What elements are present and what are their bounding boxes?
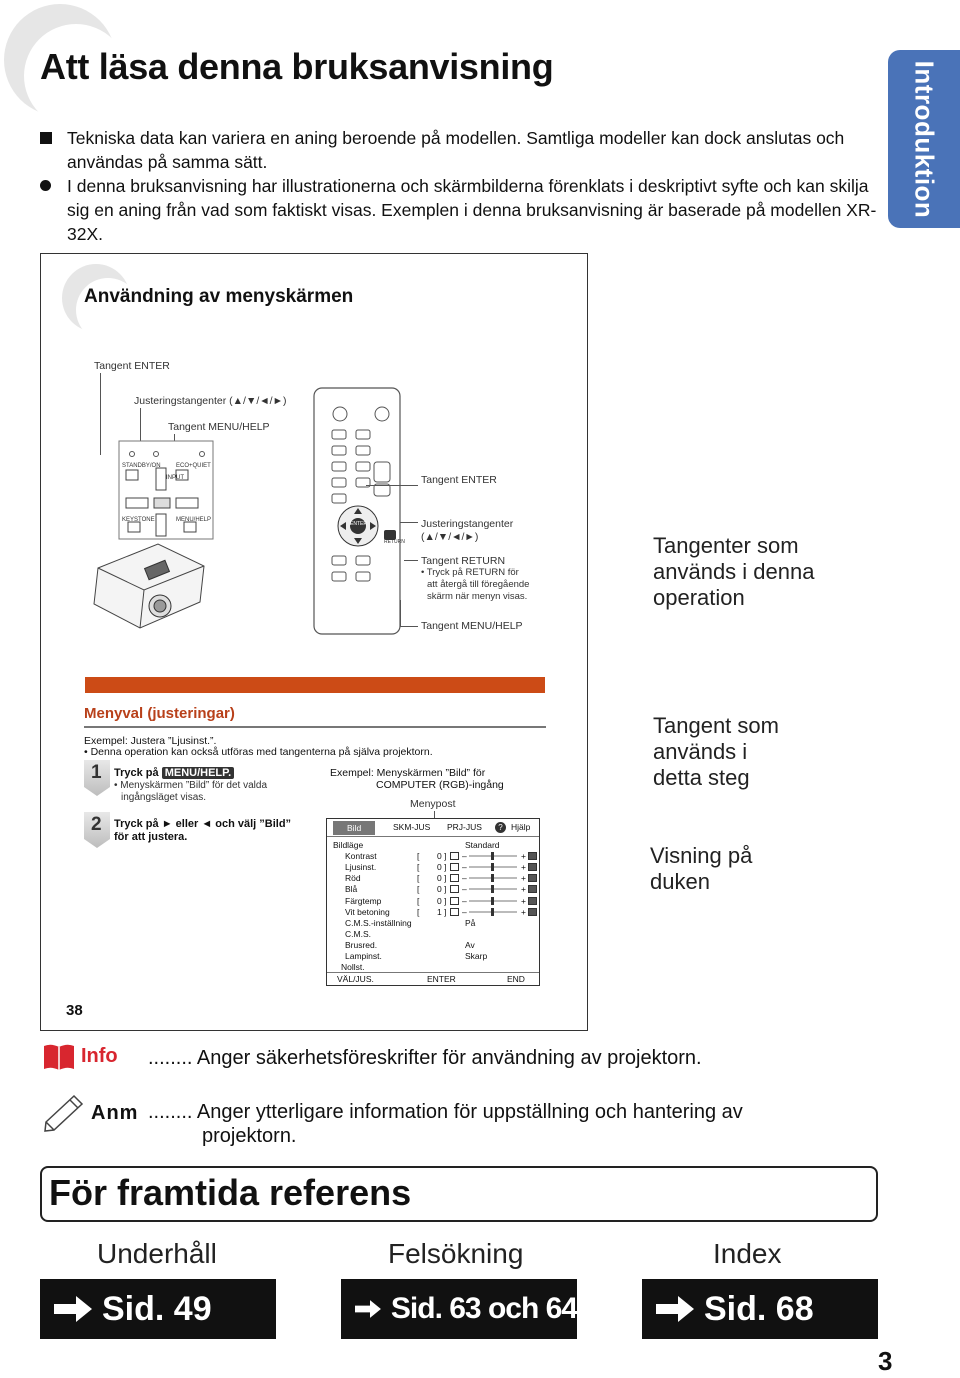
- osd-row-label: Lampinst.: [345, 951, 382, 961]
- osd-row-label: C.M.S.: [345, 928, 371, 939]
- osd-row-label: Vit betoning: [345, 906, 390, 917]
- osd-bracket: ]: [444, 873, 447, 884]
- future-reference-title: För framtida referens: [49, 1172, 412, 1213]
- osd-row-value: På: [465, 917, 476, 928]
- ref-label-index: Index: [713, 1238, 782, 1269]
- projector-control-panel: [118, 440, 214, 540]
- projector-illustration: [88, 532, 208, 632]
- info-book-icon: [42, 1042, 76, 1072]
- panel-label-keystone: KEYSTONE: [122, 517, 155, 523]
- arrow-right-icon: [355, 1296, 381, 1322]
- arrow-right-icon: [656, 1296, 694, 1322]
- osd-slider-knob[interactable]: [491, 863, 494, 871]
- step-number: 1: [91, 762, 102, 783]
- intro-bullets: [40, 126, 885, 246]
- ref-label-felsokning: Felsökning: [388, 1238, 524, 1269]
- osd-menu-row[interactable]: [327, 840, 539, 851]
- osd-footer-end: END: [507, 974, 525, 984]
- minus-icon: –: [462, 906, 467, 917]
- adjust-icon: [528, 863, 537, 871]
- note-pencil-icon: [42, 1092, 92, 1132]
- osd-bracket: [: [417, 895, 420, 906]
- adjust-icon: [450, 852, 459, 860]
- section-tab-label: Introduktion: [909, 60, 940, 218]
- info-label: Info: [81, 1045, 118, 1067]
- osd-row-label: Nollst.: [341, 962, 365, 973]
- osd-row-value: 0: [437, 884, 442, 895]
- step-2-text-1: Tryck på ► eller ◄ och välj ”Bild”: [114, 818, 292, 830]
- return-desc-2: att återgå till föregående: [427, 579, 530, 590]
- osd-tab-hjalp: Hjälp: [511, 822, 531, 832]
- label-adjust-top: Justeringstangenter (▲/▼/◄/►): [134, 395, 287, 407]
- callout-keys-used: Tangenter som används i denna operation: [653, 533, 815, 610]
- label-menu-help-top: Tangent MENU/HELP: [168, 421, 270, 433]
- osd-bracket: [: [417, 862, 420, 873]
- plus-icon: +: [521, 862, 526, 873]
- ref-button-label: Sid. 49: [102, 1289, 212, 1328]
- osd-row-label: C.M.S.-inställning: [345, 917, 412, 928]
- minus-icon: –: [462, 862, 467, 873]
- osd-row-value: 0: [437, 873, 442, 884]
- label-enter-remote: Tangent ENTER: [421, 474, 497, 486]
- help-icon: ?: [495, 822, 506, 833]
- adjust-icon: [450, 885, 459, 893]
- menu-help-key: MENU/HELP.: [162, 767, 234, 779]
- label-return: Tangent RETURN: [421, 555, 506, 567]
- square-bullet-icon: [40, 132, 52, 144]
- osd-row-value: 0: [437, 862, 442, 873]
- ref-button-index[interactable]: [642, 1279, 878, 1339]
- osd-bracket: ]: [444, 895, 447, 906]
- osd-menu-row[interactable]: [327, 918, 539, 929]
- label-adjust-remote: Justeringstangenter: [421, 518, 514, 530]
- leader-line: [400, 626, 418, 627]
- sample-page-number: 38: [66, 1002, 83, 1019]
- sample-heading: Användning av menyskärmen: [84, 286, 354, 307]
- round-bullet-icon: [40, 180, 51, 191]
- return-desc-1: • Tryck på RETURN för: [421, 567, 519, 578]
- osd-row-label: Kontrast: [345, 851, 377, 862]
- osd-bracket: [: [417, 851, 420, 862]
- osd-row-value: 0: [437, 851, 442, 862]
- osd-menu-row[interactable]: [327, 907, 539, 918]
- leader-line: [400, 522, 418, 523]
- panel-label-input: INPUT: [166, 475, 184, 481]
- leader-line: [100, 373, 101, 455]
- osd-menu-row[interactable]: [327, 896, 539, 907]
- minus-icon: –: [462, 895, 467, 906]
- osd-bracket: ]: [444, 862, 447, 873]
- intro-bullet: Tekniska data kan variera en aning beroende på modellen. Samtliga modeller kan dock anslutas och användas på samma sätt.: [40, 126, 885, 174]
- section-color-bar: [85, 677, 545, 693]
- adjust-icon: [528, 874, 537, 882]
- osd-row-value: Standard: [465, 840, 500, 850]
- osd-row-label: Blå: [345, 884, 358, 895]
- remote-label-return: RETURN: [384, 539, 405, 545]
- callout-key-step: Tangent som används i detta steg: [653, 713, 779, 790]
- adjust-icon: [450, 908, 459, 916]
- plus-icon: +: [521, 884, 526, 895]
- label-menu-help-bottom: Tangent MENU/HELP: [421, 620, 523, 632]
- ref-button-label: Sid. 68: [704, 1289, 814, 1328]
- osd-menu-row[interactable]: [327, 851, 539, 862]
- label-enter-top: Tangent ENTER: [94, 360, 170, 372]
- plus-icon: +: [521, 851, 526, 862]
- minus-icon: –: [462, 884, 467, 895]
- anm-label: Anm: [91, 1102, 139, 1124]
- minus-icon: –: [462, 851, 467, 862]
- osd-bracket: ]: [444, 884, 447, 895]
- label-adjust-remote-arrows: (▲/▼/◄/►): [421, 531, 479, 543]
- osd-row-label: Bildläge: [333, 840, 364, 850]
- ref-label-underhall: Underhåll: [97, 1238, 217, 1269]
- osd-row-label: Färgtemp: [345, 895, 382, 906]
- adjust-icon: [528, 885, 537, 893]
- osd-bracket: [: [417, 873, 420, 884]
- arrow-right-icon: [54, 1296, 92, 1322]
- step-1-sub-1: • Menyskärmen ”Bild” för det valda: [114, 780, 268, 791]
- osd-row-value: 0: [437, 895, 442, 906]
- panel-label-menu: MENU/HELP: [176, 517, 212, 523]
- plus-icon: +: [521, 873, 526, 884]
- leader-line: [404, 560, 418, 561]
- menupost-label: Menypost: [410, 798, 456, 810]
- osd-menu-row[interactable]: [327, 884, 539, 895]
- osd-tab-bar: [327, 819, 539, 837]
- panel-label-eco: ECO+QUIET: [176, 463, 211, 469]
- adjust-icon: [528, 897, 537, 905]
- osd-tab-skm-jus: SKM-JUS: [393, 822, 431, 832]
- remote-label-enter: ENTER: [350, 521, 367, 527]
- osd-bracket: [: [417, 884, 420, 895]
- osd-tab-bild: Bild: [333, 821, 375, 835]
- osd-menu-screen: [326, 818, 540, 986]
- osd-row-label: Ljusinst.: [345, 862, 377, 873]
- example-title: Exempel: Justera ”Ljusinst.”.: [84, 735, 217, 747]
- osd-slider-knob[interactable]: [491, 874, 494, 882]
- ref-button-felsokning[interactable]: [341, 1279, 577, 1339]
- osd-row-value: 1: [437, 906, 442, 917]
- ref-button-label: Sid. 63 och 64: [390, 1292, 577, 1325]
- section-tab-introduktion[interactable]: [888, 50, 960, 228]
- osd-row-value: Av: [465, 939, 475, 950]
- screen-example-1: Exempel: Menyskärmen ”Bild” för: [330, 767, 486, 779]
- remote-control-illustration: [312, 386, 402, 638]
- callout-display: Visning på duken: [650, 843, 753, 894]
- plus-icon: +: [521, 906, 526, 917]
- step-1-text: Tryck på MENU/HELP.: [114, 767, 234, 779]
- adjust-icon: [528, 908, 537, 916]
- osd-row-label: Röd: [345, 873, 361, 884]
- page-title: Att läsa denna bruksanvisning: [40, 46, 554, 87]
- plus-icon: +: [521, 895, 526, 906]
- panel-label-power: STANDBY/ON: [122, 463, 161, 469]
- step-1-sub-2: ingångsläget visas.: [121, 792, 207, 803]
- osd-row-label: Brusred.: [345, 939, 378, 950]
- osd-row-value: Skarp: [465, 951, 488, 961]
- osd-footer-enter: ENTER: [427, 974, 456, 984]
- screen-example-2: COMPUTER (RGB)-ingång: [376, 779, 504, 791]
- osd-menu-row[interactable]: [327, 951, 539, 962]
- info-text: ........ Anger säkerhetsföreskrifter för användning av projektorn.: [148, 1047, 702, 1069]
- step-2-text-2: för att justera.: [114, 831, 188, 843]
- osd-slider-knob[interactable]: [491, 852, 494, 860]
- page-number: 3: [878, 1346, 893, 1376]
- osd-menu-row[interactable]: [327, 873, 539, 884]
- step-number: 2: [91, 814, 102, 835]
- adjust-icon: [528, 852, 537, 860]
- osd-slider-knob[interactable]: [491, 897, 494, 905]
- osd-bracket: ]: [444, 906, 447, 917]
- osd-menu-row[interactable]: [327, 929, 539, 940]
- osd-slider-knob[interactable]: [491, 908, 494, 916]
- leader-line: [400, 600, 401, 626]
- divider: [84, 726, 546, 728]
- osd-menu-row[interactable]: [327, 862, 539, 873]
- osd-bracket: [: [417, 906, 420, 917]
- adjust-icon: [450, 897, 459, 905]
- adjust-icon: [450, 874, 459, 882]
- minus-icon: –: [462, 873, 467, 884]
- osd-bracket: ]: [444, 851, 447, 862]
- return-desc-3: skärm när menyn visas.: [427, 591, 528, 602]
- osd-footer-select: VÄL/JUS.: [337, 974, 374, 984]
- adjust-icon: [450, 863, 459, 871]
- osd-menu-row[interactable]: [327, 940, 539, 951]
- intro-bullet: I denna bruksanvisning har illustrationerna och skärmbilderna förenklats i deskriptivt syfte och kan skilja sig en aning från vad som faktiskt visas. Exemplen i denna bruksanvisning är baserade på modellen XR-32X.: [40, 174, 885, 246]
- osd-slider-knob[interactable]: [491, 885, 494, 893]
- osd-tab-prj-jus: PRJ-JUS: [447, 822, 482, 832]
- menu-heading: Menyval (justeringar): [84, 705, 235, 722]
- leader-line: [366, 485, 418, 486]
- ref-button-underhall[interactable]: [40, 1279, 276, 1339]
- anm-text-1: ........ Anger ytterligare information för uppställning och hantering av: [148, 1101, 743, 1123]
- example-note: • Denna operation kan också utföras med tangenterna på själva projektorn.: [84, 746, 433, 758]
- anm-text-2: projektorn.: [202, 1125, 297, 1147]
- osd-footer: [327, 972, 539, 985]
